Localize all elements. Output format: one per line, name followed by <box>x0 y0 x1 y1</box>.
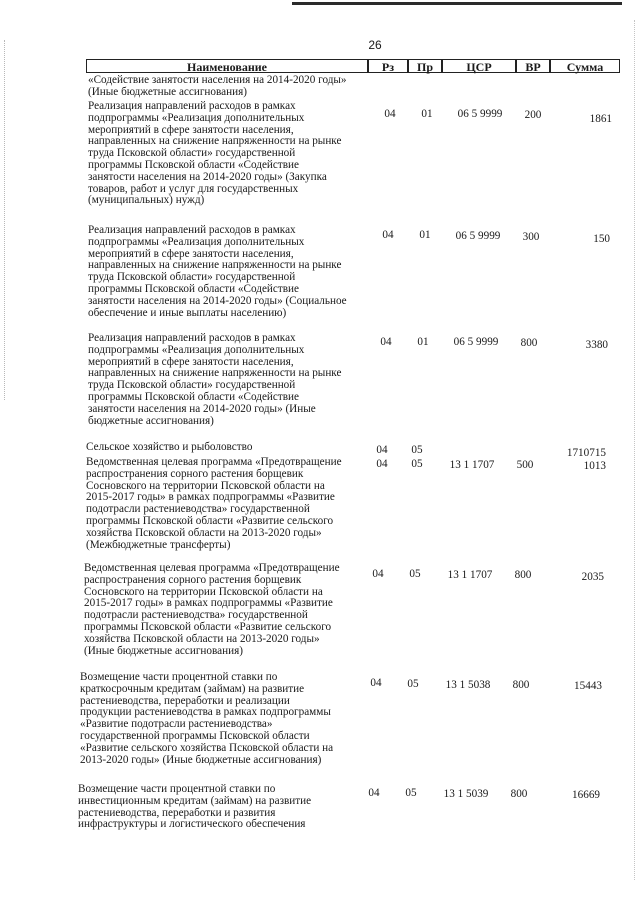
row-csr: 13 1 5039 <box>443 788 489 800</box>
row-sum: 3380 <box>585 339 608 351</box>
scan-edge-right <box>634 20 636 880</box>
row-rz: 04 <box>368 787 380 799</box>
header-vr: ВР <box>516 59 550 73</box>
row-name: Ведомственная целевая программа «Предотвращение распространения сорного растения борщевик Сосновского на территории Псковской области на 2015-2017 годы» в рамках подпрограммы «Развитие подотрасли растениеводства» государственной программы Псковской области «Развитие сельского хозяйства Псковской области на 2013-2020 годы» (Межбюджетные трансферты) <box>86 456 342 551</box>
row-rz: 04 <box>376 444 388 456</box>
row-vr: 300 <box>522 231 540 243</box>
row-vr: 200 <box>524 109 542 121</box>
scan-edge-left <box>4 40 6 400</box>
row-rz: 04 <box>370 677 382 689</box>
row-name: Ведомственная целевая программа «Предотвращение распространения сорного растения борщевик Сосновского на территории Псковской области на 2015-2017 годы» в рамках подпрограммы «Развитие подотрасли растениеводства» государственной программы Псковской области «Развитие сельского хозяйства Псковской области на 2013-2020 годы» (Иные бюджетные ассигнования) <box>84 562 340 657</box>
row-sum: 1710715 <box>566 447 606 459</box>
row-sum: 16669 <box>572 789 600 801</box>
row-rz: 04 <box>382 229 394 241</box>
row-vr: 800 <box>520 337 538 349</box>
header-csr: ЦСР <box>442 59 516 73</box>
row-csr: 06 5 9999 <box>455 230 501 242</box>
row-name: Возмещение части процентной ставки по инвестиционным кредитам (займам) на развитие растениеводства, переработки и развития инфраструктуры и логистического обеспечения <box>78 783 312 831</box>
header-rz: Рз <box>368 59 408 73</box>
header-name: Наименование <box>86 59 368 73</box>
header-pr: Пр <box>408 59 442 73</box>
row-name: Реализация направлений расходов в рамках подпрограммы «Реализация дополнительных мероприятий в сфере занятости населения, направленных на снижение напряженности на рынке труда Псковской области» государственной программы Псковской области «Содействие занятости населения на 2014-2020 годы» (Закупка товаров, работ и услуг для государственных (муниципальных) нужд) <box>88 100 342 207</box>
row-pr: 05 <box>411 444 423 456</box>
row-name: Реализация направлений расходов в рамках подпрограммы «Реализация дополнительных мероприятий в сфере занятости населения, направленных на снижение напряженности на рынке труда Псковской области» государственной программы Псковской области «Содействие занятости населения на 2014-2020 годы» (Иные бюджетные ассигнования) <box>88 332 342 427</box>
row-pr: 01 <box>419 229 431 241</box>
row-name: «Содействие занятости населения на 2014-2020 годы» (Иные бюджетные ассигнования) <box>88 74 347 98</box>
row-csr: 06 5 9999 <box>453 336 499 348</box>
page-number: 26 <box>368 38 382 52</box>
row-name: Реализация направлений расходов в рамках подпрограммы «Реализация дополнительных мероприятий в сфере занятости населения, направленных на снижение напряженности на рынке труда Псковской области» государственной программы Псковской области «Содействие занятости населения на 2014-2020 годы» (Социальное обеспечение и иные выплаты населению) <box>88 224 347 319</box>
row-sum: 1861 <box>589 113 612 125</box>
row-rz: 04 <box>372 568 384 580</box>
row-pr: 05 <box>407 678 419 690</box>
row-vr: 800 <box>514 569 532 581</box>
row-name: Возмещение части процентной ставки по краткосрочным кредитам (займам) на развитие растениеводства, переработки и реализации продукции растениеводства в рамках подпрограммы «Развитие подотрасли растениеводства» государственной программы Псковской области «Развитие сельского хозяйства Псковской области на 2013-2020 годы» (Иные бюджетные ассигнования) <box>80 671 334 766</box>
row-sum: 150 <box>593 233 610 245</box>
row-vr: 500 <box>516 459 534 471</box>
row-csr: 13 1 5038 <box>445 679 491 691</box>
header-sum: Сумма <box>550 59 620 73</box>
row-pr: 05 <box>409 568 421 580</box>
row-sum: 15443 <box>574 680 602 692</box>
row-pr: 01 <box>421 108 433 120</box>
row-csr: 06 5 9999 <box>457 108 503 120</box>
row-rz: 04 <box>376 458 388 470</box>
row-pr: 05 <box>411 458 423 470</box>
row-csr: 13 1 1707 <box>447 569 493 581</box>
row-name: Сельское хозяйство и рыболовство <box>86 441 253 453</box>
row-sum: 1013 <box>583 460 606 472</box>
row-rz: 04 <box>384 108 396 120</box>
row-pr: 01 <box>417 336 429 348</box>
row-sum: 2035 <box>581 571 604 583</box>
row-vr: 800 <box>512 679 530 691</box>
row-pr: 05 <box>405 787 417 799</box>
row-rz: 04 <box>380 336 392 348</box>
top-border-mark <box>292 2 622 5</box>
row-vr: 800 <box>510 788 528 800</box>
row-csr: 13 1 1707 <box>449 459 495 471</box>
